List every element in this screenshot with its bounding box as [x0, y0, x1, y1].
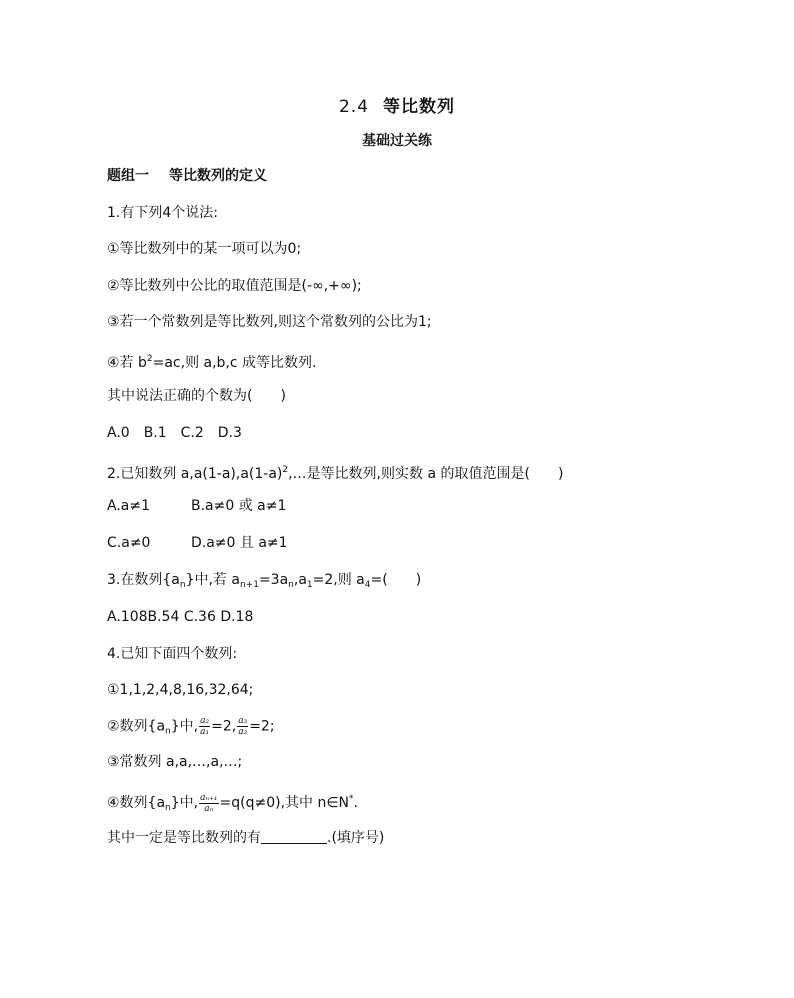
q2-stem [107, 460, 563, 484]
q2-option-b: B.a≠0 或 a≠1 [191, 498, 287, 514]
q1-options: A.0 B.1 C.2 D.3 [107, 425, 242, 441]
fraction-denominator: a₂ [238, 727, 248, 737]
q4-s4-sub: n [165, 803, 171, 813]
answer-blank[interactable] [261, 829, 327, 844]
q1-statement-4 [107, 349, 317, 373]
q4-ask [107, 828, 384, 848]
q2-options-row-2 [107, 533, 288, 553]
q3-sub-2: n+1 [239, 580, 259, 590]
q4-s2-part-a: ②数列{a [107, 718, 166, 735]
q4-s2-part-c: =2, [211, 718, 237, 735]
fraction-numerator: a₃ [238, 716, 248, 726]
q3-part-1: 3.在数列{a [107, 572, 180, 588]
q4-stem: 4.已知下面四个数列: [107, 646, 238, 662]
q4-s4-part-a: ④数列{a [107, 795, 166, 811]
q1-statement-1: ①等比数列中的某一项可以为0; [107, 241, 302, 257]
q1-stem: 1.有下列4个说法: [107, 205, 218, 221]
q2-options-row-1 [107, 496, 286, 516]
q3-part-6: =( ) [370, 572, 422, 588]
fraction-numerator: a₂ [200, 716, 210, 726]
group-label: 题组一 [107, 168, 149, 184]
q3-part-4: ,a [293, 572, 307, 588]
q3-sub-5: 4 [364, 580, 371, 590]
q4-sequence-4 [107, 789, 358, 818]
fraction-denominator: a₁ [200, 727, 210, 737]
fraction-a2-over-a1 [199, 716, 210, 737]
q4-sequence-2 [107, 716, 275, 742]
fraction-denominator: aₙ [204, 803, 214, 814]
section-subtitle: 基础过关练 [362, 133, 432, 149]
q4-s4-part-b: }中, [170, 795, 199, 811]
q2-exponent: 2 [282, 465, 289, 475]
q1-s4-part-b: =ac,则 a,b,c 成等比数列. [152, 355, 317, 371]
q2-stem-part-a: 2.已知数列 a,a(1-a),a(1-a) [107, 466, 283, 482]
group-title: 等比数列的定义 [169, 168, 267, 184]
q1-statement-3: ③若一个常数列是等比数列,则这个常数列的公比为1; [107, 314, 432, 330]
section-title [0, 92, 794, 117]
q4-sequence-3: ③常数列 a,a,…,a,…; [107, 754, 243, 770]
q4-sequence-1: ①1,1,2,4,8,16,32,64; [107, 682, 254, 698]
fraction-a3-over-a2 [237, 716, 248, 737]
section-title-text: 等比数列 [383, 97, 456, 117]
q3-sub-1: n [179, 580, 186, 590]
fraction-numerator: aₙ₊₁ [200, 792, 218, 803]
section-number: 2.4 [338, 97, 370, 117]
fraction-an1-over-an [199, 793, 218, 814]
q3-part-2: }中,若 a [185, 572, 240, 588]
q4-s4-part-d: . [353, 795, 358, 811]
q4-s4-part-c: =q(q≠0),其中 n∈N [219, 795, 350, 811]
q2-option-d: D.a≠0 且 a≠1 [191, 535, 288, 551]
q4-s2-part-b: }中, [170, 718, 199, 735]
q2-stem-part-b: ,…是等比数列,则实数 a 的取值范围是( ) [288, 466, 564, 482]
q1-statement-2: ②等比数列中公比的取值范围是(-∞,+∞); [107, 278, 362, 294]
q4-s2-part-d: =2; [249, 718, 275, 735]
q3-sub-3: n [288, 580, 294, 590]
q1-s4-part-a: ④若 b [107, 355, 147, 371]
q4-ask-part-b: .(填序号) [327, 830, 385, 846]
q1-s4-exponent: 2 [146, 354, 153, 364]
q3-sub-4: 1 [306, 580, 313, 590]
q1-ask: 其中说法正确的个数为( ) [107, 388, 286, 404]
q4-ask-part-a: 其中一定是等比数列的有 [107, 830, 261, 846]
q4-s2-sub: n [165, 726, 171, 737]
q3-stem [107, 570, 421, 595]
q2-option-c: C.a≠0 [107, 535, 151, 551]
q2-option-a: A.a≠1 [107, 498, 150, 514]
q3-part-5: =2,则 a [312, 572, 365, 588]
group-heading [107, 166, 267, 186]
q3-part-3: =3a [258, 572, 289, 588]
q4-s4-superscript: * [349, 794, 354, 804]
q3-options: A.108B.54 C.36 D.18 [107, 609, 254, 625]
